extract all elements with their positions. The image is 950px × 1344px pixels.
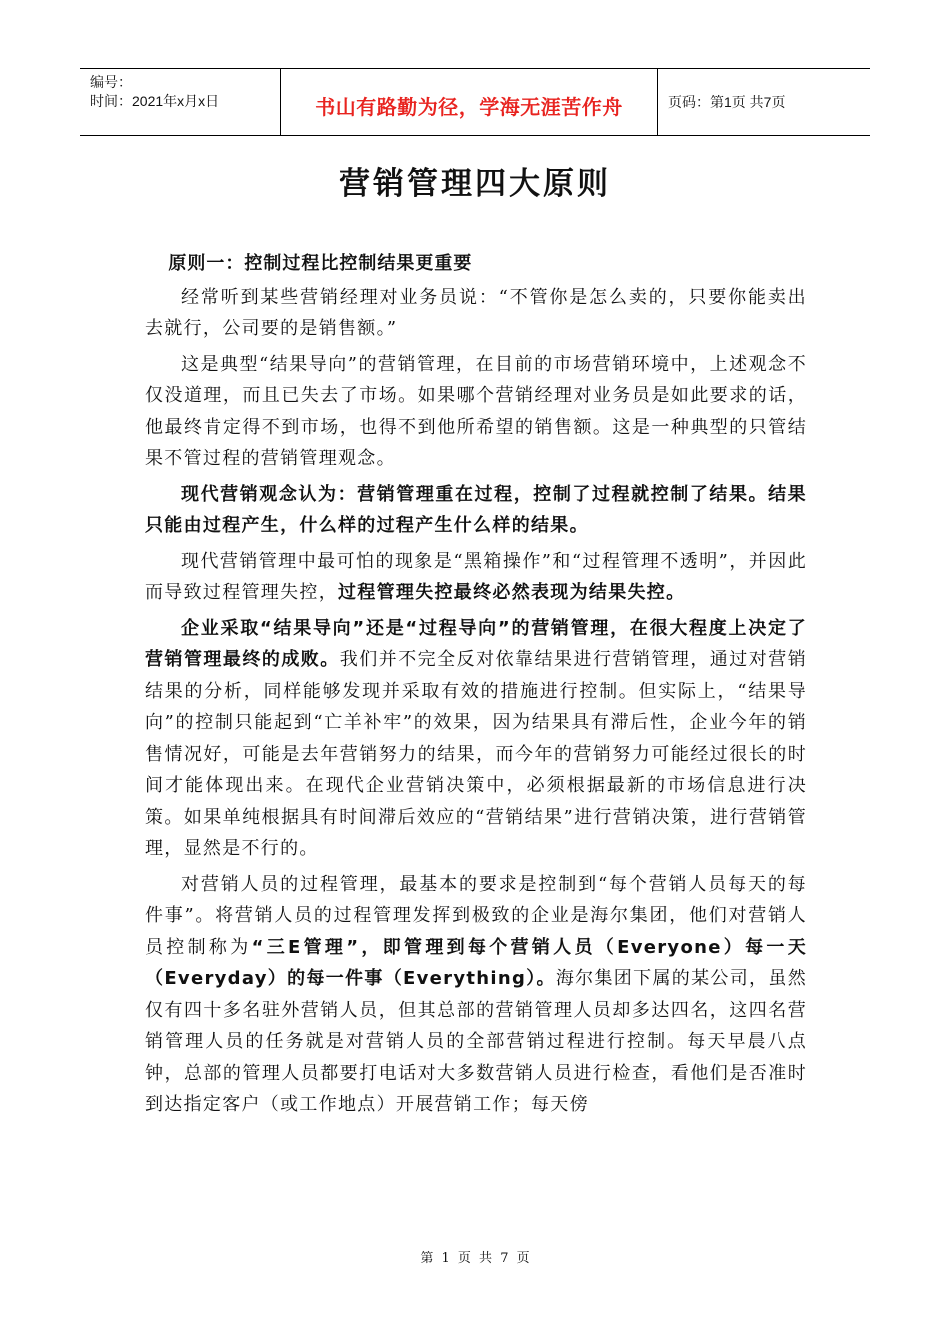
header-motto-cell: [280, 69, 658, 136]
paragraph-6-text-b: 海尔集团下属的某公司，虽然仅有四十多名驻外营销人员，但其总部的营销管理人员却多达四名，这四名营销管理人员的任务就是对营销人员的全部营销过程进行控制。每天早晨八点钟，总部的管理人员都要打电话对大多数营销人员进行检查，看他们是否准时到达指定客户（或工作地点）开展营销工作；每天傍: [145, 968, 807, 1115]
header-left-cell: [80, 69, 280, 136]
paragraph-4-emphasis: 过程管理失控最终必然表现为结果失控。: [338, 582, 686, 603]
header-table: [80, 68, 870, 136]
paragraph-1: 经常听到某些营销经理对业务员说：“不管你是怎么卖的，只要你能卖出去就行，公司要的是销售额。”: [145, 286, 807, 339]
paragraph-4-text: 现代营销管理中最可怕的现象是“黑箱操作”和“过程管理不透明”，并因此而导致过程管理失控，: [145, 550, 807, 603]
document-body: [145, 248, 807, 1125]
time-label: 时间：2021年x月x日: [90, 93, 220, 109]
paragraph-6-text-a: 对营销人员的过程管理，最基本的要求是控制到“每个营销人员每天的每件事”。将营销人员的过程管理发挥到极致的企业是海尔集团，他们对营销人员控制称为: [145, 873, 807, 958]
paragraph-5-emphasis: 企业采取“结果导向”还是“过程导向”的营销管理，在很大程度上决定了营销管理最终的成败。: [145, 617, 807, 670]
paragraph-3: 现代营销观念认为：营销管理重在过程，控制了过程就控制了结果。结果只能由过程产生，什么样的过程产生什么样的结果。: [145, 483, 807, 536]
paragraph-5-text: 我们并不完全反对依靠结果进行营销管理，通过对营销结果的分析，同样能够发现并采取有效的措施进行控制。但实际上，“结果导向”的控制只能起到“亡羊补牢”的效果，因为结果具有滞后性，企业今年的销售情况好，可能是去年营销努力的结果，而今年的营销努力可能经过很长的时间才能体现出来。在现代企业营销决策中，必须根据最新的市场信息进行决策。如果单纯根据具有时间滞后效应的“营销结果”进行营销决策，进行营销管理，显然是不行的。: [145, 649, 808, 859]
section-heading: 原则一：控制过程比控制结果更重要: [168, 253, 473, 274]
paragraph-2: 这是典型“结果导向”的营销管理，在目前的市场营销环境中，上述观念不仅没道理，而且已失去了市场。如果哪个营销经理对业务员是如此要求的话，他最终肯定得不到市场，也得不到他所希望的销售额。这是一种典型的只管结果不管过程的营销管理观念。: [145, 353, 807, 469]
motto-text: 书山有路勤为径，学海无涯苦作舟: [315, 95, 623, 119]
paragraph-5: [145, 613, 807, 865]
page-footer: 第 1 页 共 7 页: [420, 1251, 530, 1266]
page-title: 营销管理四大原则: [339, 166, 611, 202]
page-info: 页码：第1页 共7页: [668, 94, 786, 110]
paragraph-4: [145, 546, 807, 609]
paragraph-6-emphasis: “三E管理”，即管理到每个营销人员（Everyone）每一天（Everyday）的每一件事（Everything）。: [145, 936, 807, 989]
number-label: 编号：: [90, 74, 132, 90]
paragraph-6: [145, 869, 807, 1121]
